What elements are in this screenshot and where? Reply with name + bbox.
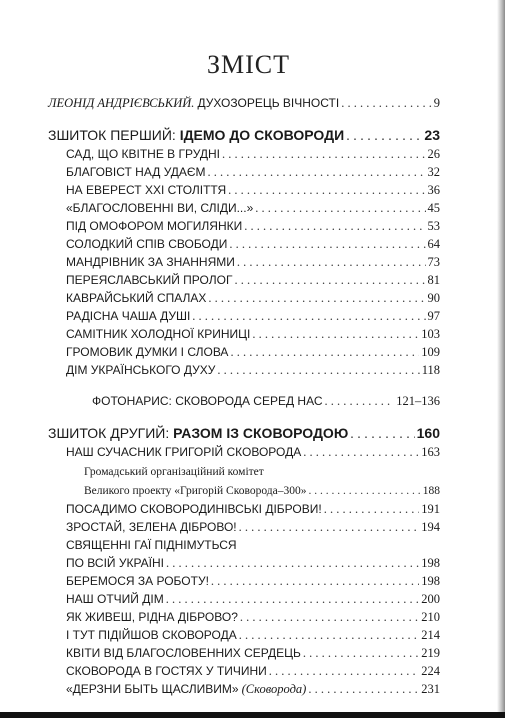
toc-entry: НАШ СУЧАСНИК ГРИГОРІЙ СКОВОРОДА . . . 163 <box>66 445 440 460</box>
toc-entry: ДІМ УКРАЇНСЬКОГО ДУХУ . . . 118 <box>66 363 440 378</box>
toc-entry: ПІД ОМОФОРОМ МОГИЛЯНКИ . . . 53 <box>66 219 440 234</box>
book2-lead: ЗШИТОК ДРУГИЙ: <box>48 425 170 441</box>
toc-entry: НАШ ОТЧИЙ ДІМ . . . 200 <box>66 592 440 607</box>
toc-entry: ЗРОСТАЙ, ЗЕЛЕНА ДІБРОВО! . . . 194 <box>66 520 440 535</box>
toc-entry: КВІТИ ВІД БЛАГОСЛОВЕННИХ СЕРДЕЦЬ . . . 219 <box>66 646 440 661</box>
dot-leader <box>341 96 432 111</box>
book1-title: ІДЕМО ДО СКОВОРОДИ <box>179 127 345 143</box>
toc-entry: ЯК ЖИВЕШ, РІДНА ДІБРОВО? . . . 210 <box>66 610 440 625</box>
toc-section-book2 <box>48 425 440 442</box>
intro-author: ЛЕОНІД АНДРІЄВСЬКИЙ. <box>48 96 195 110</box>
page-edge-shadow <box>497 0 505 718</box>
toc-entry: БЕРЕМОСЯ ЗА РОБОТУ! . . . 198 <box>66 574 440 589</box>
toc-entry: ПОСАДИМО СКОВОРОДИНІВСЬКІ ДІБРОВИ! . . . 191 <box>66 502 440 517</box>
toc-entry: САМІТНИК ХОЛОДНОЇ КРИНИЦІ . . . 103 <box>66 327 440 342</box>
toc-entry: «БЛАГОСЛОВЕННІ ВИ, СЛІДИ...» . . . 45 <box>66 201 440 216</box>
toc-entry: КАВРАЙСЬКИЙ СПАЛАХ . . . 90 <box>66 291 440 306</box>
committee-line: Громадський організаційний комітет <box>84 466 264 478</box>
toc-entry: І ТУТ ПІДІЙШОВ СКОВОРОДА . . . 214 <box>66 628 440 643</box>
last-author: (Сковорода) <box>241 682 307 696</box>
toc-entry: МАНДРІВНИК ЗА ЗНАННЯМИ . . . 73 <box>66 255 440 270</box>
page-bottom-edge <box>0 712 505 718</box>
toc-entry-intro <box>48 96 440 111</box>
toc-entry: СКОВОРОДА В ГОСТЯХ У ТИЧИНИ . . . 224 <box>66 664 440 679</box>
toc-section-book1 <box>48 127 440 144</box>
toc-entry: РАДІСНА ЧАША ДУШІ . . . 97 <box>66 309 440 324</box>
toc-entry: ПО ВСІЙ УКРАЇНІ . . . 198 <box>66 556 440 571</box>
intro-page: 9 <box>433 96 440 110</box>
toc-entry-committee: Великого проекту «Григорій Сковорода–300» . . . 188 <box>84 484 440 499</box>
book1-lead: ЗШИТОК ПЕРШИЙ: <box>48 127 176 143</box>
toc-entry: ПЕРЕЯСЛАВСЬКИЙ ПРОЛОГ . . . 81 <box>66 273 440 288</box>
toc-entry: САД, ЩО КВІТНЕ В ГРУДНІ . . . 26 <box>66 147 440 162</box>
book2-title: РАЗОМ ІЗ СКОВОРОДОЮ <box>173 425 349 441</box>
dot-leader <box>350 426 414 443</box>
toc-entry-last: «ДЕРЗНИ БЫТЬ ЩАСЛИВИМ» (Сковорода) . . . 231 <box>66 682 440 697</box>
toc-entry: СОЛОДКИЙ СПІВ СВОБОДИ . . . 64 <box>66 237 440 252</box>
intro-title: ДУХОЗОРЕЦЬ ВІЧНОСТІ <box>197 96 340 110</box>
toc-entry: НА ЕВЕРЕСТ XXI СТОЛІТТЯ . . . 36 <box>66 183 440 198</box>
toc-entry-photos: ФОТОНАРИС: СКОВОРОДА СЕРЕД НАС . . . 121–136 <box>92 394 440 409</box>
toc-entry: ГРОМОВИК ДУМКИ І СЛОВА . . . 109 <box>66 345 440 360</box>
toc-entry: БЛАГОВІСТ НАД УДАЄМ . . . 32 <box>66 165 440 180</box>
book2-page: 160 <box>416 425 440 441</box>
groves-line: СВЯЩЕННІ ГАЇ ПІДНІМУТЬСЯ <box>66 538 237 552</box>
dot-leader <box>346 128 422 145</box>
book1-page: 23 <box>424 127 440 143</box>
page-title: ЗМІСТ <box>206 50 291 79</box>
